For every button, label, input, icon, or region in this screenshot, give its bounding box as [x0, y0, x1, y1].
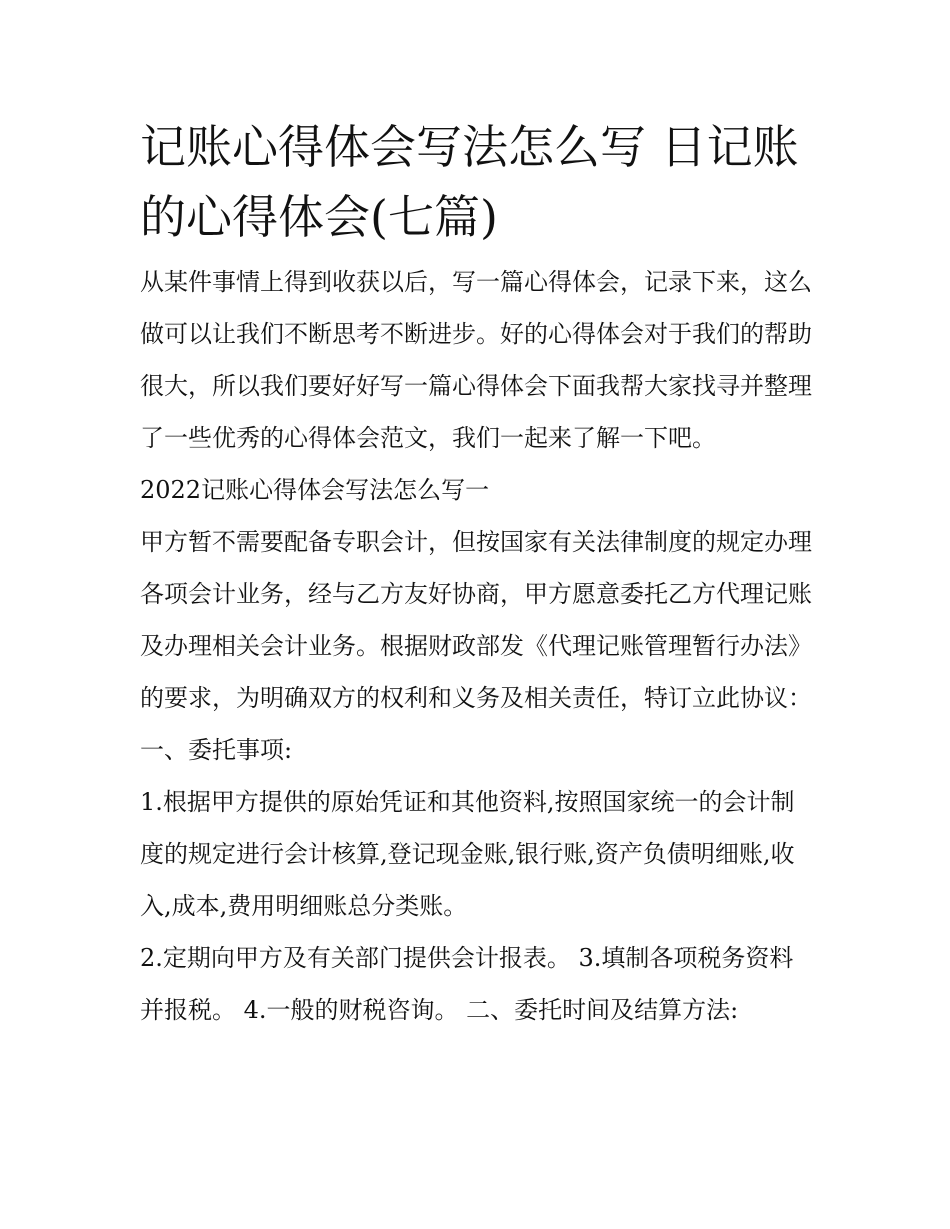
item-1-paragraph: 1.根据甲方提供的原始凭证和其他资料,按照国家统一的会计制度的规定进行会计核算,登记现金账,银行账,资产负债明细账,收入,成本,费用明细账总分类账。: [140, 788, 795, 920]
document-body: [140, 112, 812, 1036]
item-2-paragraph: 2.定期向甲方及有关部门提供会计报表。 3.填制各项税务资料并报税。 4.一般的财税咨询。 二、委托时间及结算方法:: [140, 944, 794, 1024]
intro-paragraph: 从某件事情上得到收获以后，写一篇心得体会，记录下来，这么做可以让我们不断思考不断进步。好的心得体会对于我们的帮助很大，所以我们要好好写一篇心得体会下面我帮大家找寻并整理了一些优秀的心得体会范文，我们一起来了解一下吧。: [140, 268, 812, 452]
section-heading: 2022记账心得体会写法怎么写一: [140, 476, 490, 504]
commission-heading: 一、委托事项:: [140, 736, 293, 764]
agreement-paragraph: 甲方暂不需要配备专职会计，但按国家有关法律制度的规定办理各项会计业务，经与乙方友好协商，甲方愿意委托乙方代理记账及办理相关会计业务。根据财政部发《代理记账管理暂行办法》的要求，为明确双方的权利和义务及相关责任，特订立此协议：: [140, 528, 812, 712]
document-title: 记账心得体会写法怎么写 日记账的心得体会(七篇): [140, 120, 799, 244]
